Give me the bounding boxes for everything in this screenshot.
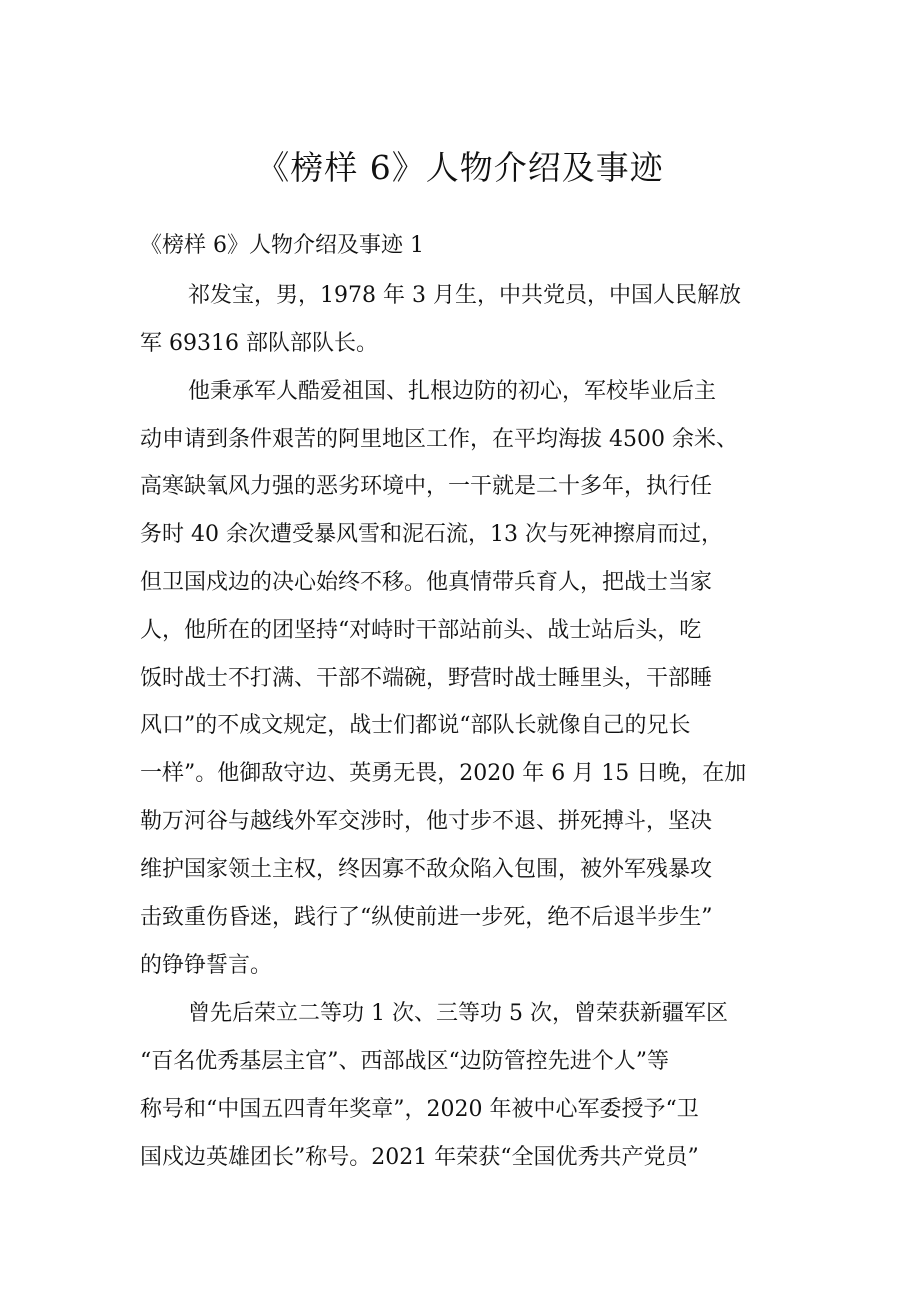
body-line: 曾先后荣立二等功 1 次、三等功 5 次，曾荣获新疆军区 xyxy=(188,1001,728,1026)
body-line: 但卫国戍边的决心始终不移。他真情带兵育人，把战士当家 xyxy=(140,570,713,595)
body-line: 务时 40 余次遭受暴风雪和泥石流，13 次与死神擦肩而过， xyxy=(140,522,723,547)
body-line: 维护国家领土主权，终因寡不敌众陷入包围，被外军残暴攻 xyxy=(140,857,713,882)
body-line: 称号和“中国五四青年奖章”，2020 年被中心军委授予“卫 xyxy=(140,1097,699,1122)
body-line: 军 69316 部队部队长。 xyxy=(140,331,378,356)
body-line: 一样”。他御敌守边、英勇无畏，2020 年 6 月 15 日晚，在加 xyxy=(140,761,747,786)
body-line: 风口”的不成文规定，战士们都说“部队长就像自己的兄长 xyxy=(140,713,691,738)
body-line: 高寒缺氧风力强的恶劣环境中，一干就是二十多年，执行任 xyxy=(140,474,713,499)
body-line: 他秉承军人酷爱祖国、扎根边防的初心，军校毕业后主 xyxy=(188,379,717,404)
body-line: 人，他所在的团坚持“对峙时干部站前头、战士站后头，吃 xyxy=(140,618,702,643)
document-title: 《榜样 6》人物介绍及事迹 xyxy=(256,148,664,187)
body-line: 的铮铮誓言。 xyxy=(140,953,273,978)
body-line: 动申请到条件艰苦的阿里地区工作，在平均海拔 4500 余米、 xyxy=(140,427,738,452)
document-subtitle: 《榜样 6》人物介绍及事迹 1 xyxy=(140,233,424,258)
body-line: 击致重伤昏迷，践行了“纵使前进一步死，绝不后退半步生” xyxy=(140,905,713,930)
body-line: “百名优秀基层主官”、西部战区“边防管控先进个人”等 xyxy=(140,1049,669,1074)
body-line: 国戍边英雄团长”称号。2021 年荣获“全国优秀共产党员” xyxy=(140,1145,699,1170)
body-line: 饭时战士不打满、干部不端碗，野营时战士睡里头，干部睡 xyxy=(140,666,713,691)
body-line: 勒万河谷与越线外军交涉时，他寸步不退、拼死搏斗，坚决 xyxy=(140,809,713,834)
body-line: 祁发宝，男，1978 年 3 月生，中共党员，中国人民解放 xyxy=(188,283,741,308)
